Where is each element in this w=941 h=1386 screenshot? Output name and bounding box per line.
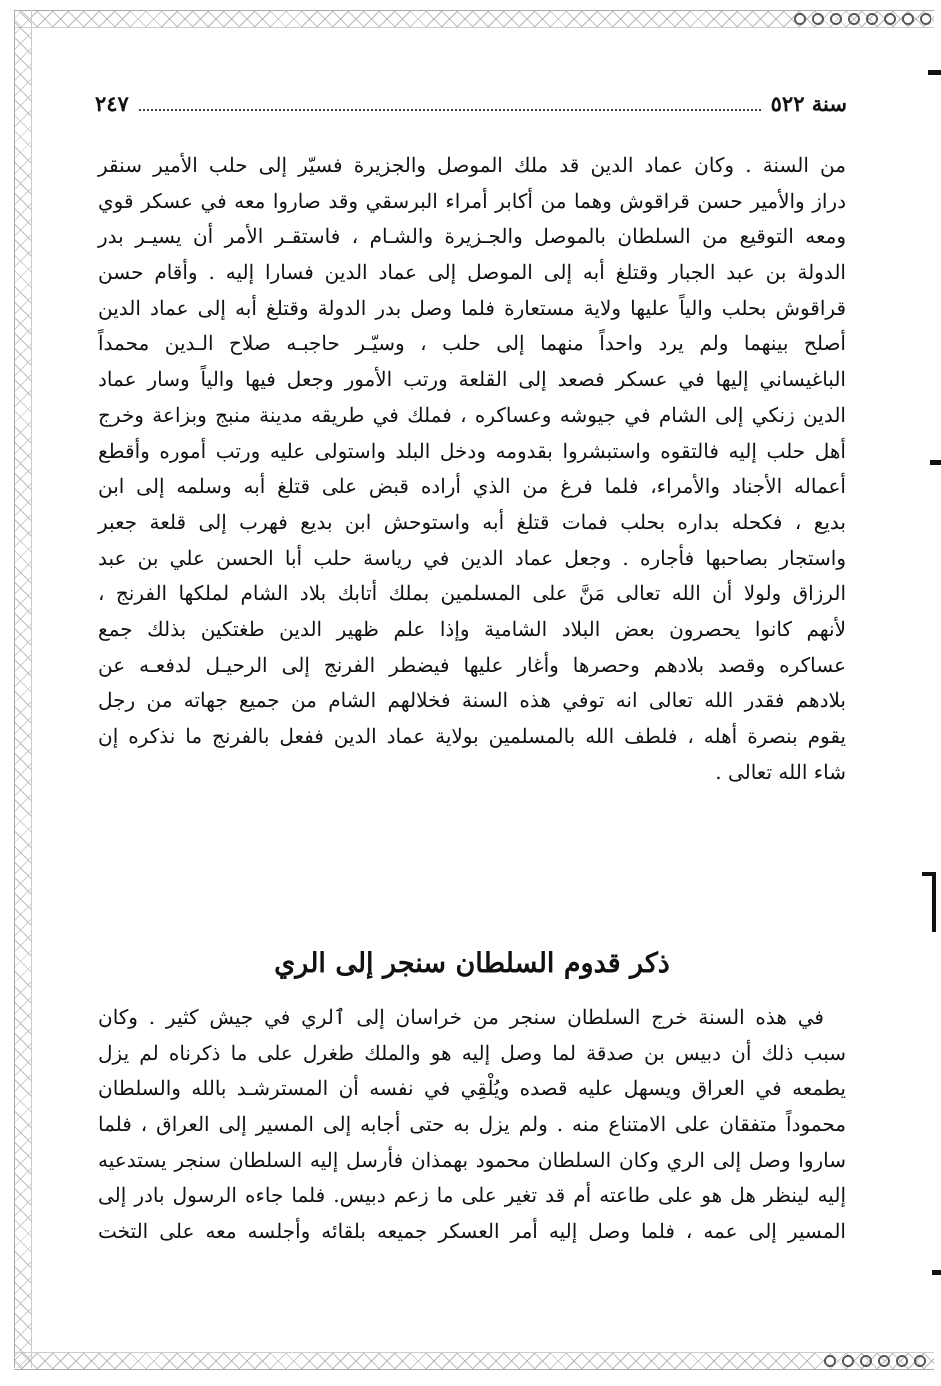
- text-line: أعماله الأجناد والأمراء، فلما فرغ من الذي أراده قبض على قتلغ أبه وسلمه إلى ابن: [98, 474, 846, 499]
- text-line: الباغيساني إليها في عسكر فصعد إلى القلعة ورتب الأمور وجعل فيها والياً وسار عماد: [98, 367, 846, 392]
- scan-edge-mark: [932, 872, 936, 932]
- scan-edge-mark: [932, 1270, 941, 1275]
- text-line: بديع ، فكحله بداره بحلب فمات قتلغ أبه واستوحش ابن بديع فهرب إلى قلعة جعبر: [98, 509, 846, 534]
- border-ornament-bottom: [821, 1352, 931, 1370]
- text-line: شاء الله تعالى .: [715, 759, 846, 784]
- scan-edge-mark: [928, 70, 941, 75]
- header-year: سنة ٥٢٢: [770, 90, 847, 116]
- text-line: بلادهم فقدر الله تعالى انه توفي هذه السنة فخلالهم الشام من جميع جهاته من رجل: [98, 688, 846, 713]
- text-line: يطمعه في العراق ويسهل عليه قصده ويُلْقِي في نفسه أن المسترشـد بالله والسلطان: [98, 1076, 846, 1101]
- text-line: أصلح بينهما ولم يرد واحداً منهما إلى حلب ، وسيّـر حاجبـه صلاح الـدين محمداً: [98, 331, 846, 356]
- body-text-block: [98, 148, 846, 790]
- section-heading: ذكر قدوم السلطان سنجر إلى الري: [274, 948, 670, 979]
- text-line: ساروا وصل إلى الري وكان السلطان محمود بهمذان فأرسل إليه السلطان سنجر يستدعيه: [98, 1147, 846, 1172]
- text-line: ومعه التوقيع من السلطان بالموصل والجـزيرة والشـام ، فاستقـر الأمر أن يسيـر بدر: [98, 224, 846, 249]
- text-line: يقوم بنصرة أهله ، فلطف الله بالمسلمين بولاية عماد الدين ففعل بالفرنج ما نذكره إن: [98, 724, 846, 748]
- page-border-left: [14, 10, 32, 1368]
- text-line: من السنة . وكان عماد الدين قد ملك الموصل والجزيرة فسيّر إلى حلب الأمير سنقر: [98, 153, 846, 177]
- text-line: إليه لينظر هل هو على طاعته أم قد تغير على ما زعم دبيس. فلما جاءه الرسول بادر إلى: [98, 1183, 846, 1208]
- text-line: الرزاق ولولا أن الله تعالى مَنَّ على المسلمين بملك أتابك بلاد الشام لملكها الفرنج ،: [98, 581, 846, 606]
- text-line: عساكره وقصد بلادهم وحصرها وأغار عليها فيضطر الفرنج إلى الرحيـل لدفعـه عن: [98, 652, 846, 677]
- text-line: الدولة بن عبد الجبار وقتلغ أبه إلى الموصل إلى عماد الدين فسارا إليه . وأقام حسن: [98, 260, 846, 285]
- scan-edge-mark: [930, 460, 941, 465]
- text-line: سبب ذلك أن دبيس بن صدقة لما وصل إليه هو والملك طغرل على ما ذكرناه لم يزل: [98, 1040, 846, 1065]
- text-line: لأنهم كانوا يحصرون بعض البلاد الشامية وإذا علم ظهير الدين طغتكين بذلك جمع: [98, 616, 846, 641]
- text-line: المسير إلى عمه ، فلما وصل إليه أمر العسكر جميعه بلقائه وأجلسه معه على التخت: [98, 1219, 846, 1244]
- text-line: في هذه السنة خرج السلطان سنجر من خراسان إلى ٱلري في جيش كثير . وكان: [98, 1005, 824, 1029]
- border-ornament-top: [791, 10, 931, 28]
- text-line: محموداً متفقان على الامتناع منه . ولم يزل به حتى أجابه إلى المسير إلى العراق ، فلما: [98, 1112, 846, 1137]
- page-number: ٢٤٧: [95, 90, 129, 116]
- header-leader-dots: [139, 95, 761, 111]
- text-line: أهل حلب إليه فالتقوه واستبشروا بقدومه ودخل البلد واستولى عليه ورتب أموره وأقطع: [98, 438, 846, 463]
- text-line: واستجار بصاحبها فأجاره . وجعل عماد الدين في رياسة حلب أبا الحسن علي بن عبد: [98, 545, 846, 570]
- running-header: [95, 86, 847, 120]
- body-text-block: [98, 1000, 846, 1250]
- text-line: الدين زنكي إلى الشام في جيوشه وعساكره ، فملك في طريقه مدينة منبج وبزاعة وخرج: [98, 402, 846, 427]
- page-border-bottom: [14, 1352, 934, 1370]
- text-line: قراقوش بحلب والياً عليها ولاية مستعارة فلما وصل بدر الدولة وقتلغ أبه إلى عماد الدين: [98, 295, 847, 320]
- text-line: دراز والأمير حسن قراقوش وهما من أكابر أمراء البرسقي وقد صاروا معه في عسكر قوي: [98, 188, 846, 213]
